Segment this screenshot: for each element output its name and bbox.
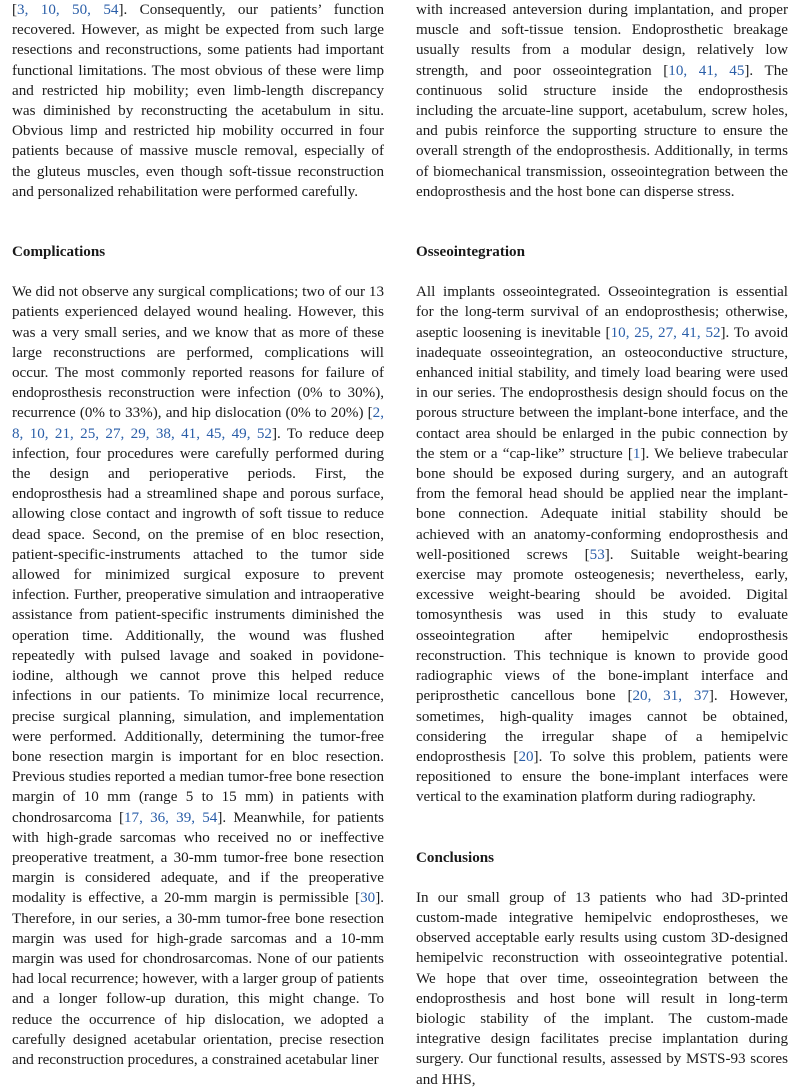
text-run: ]. To avoid inadequate osseointegration, an osteoconductive structure, enhanced initial stability, and timely load bearing were used in our series. The endoprosthesis design should focus on the porous structure between the implant-bone interface, and the contact area should be enlarged in the pubic connection by the stem or a “cap-like” structure [	[416, 324, 788, 462]
citation-link[interactable]: 20, 31, 37	[632, 688, 709, 705]
section-spacer	[12, 202, 384, 242]
text-run: ]. The continuous solid structure inside the endoprosthesis including the arcuate-line support, acetabulum, screw holes, and pubis reinforce the supporting structure to ensure the overall strength of the endoprosthesis. Additionally, in terms of biomechanical transmission, osseointegration between the endoprosthesis and the host bone can disperse stress.	[416, 62, 788, 200]
left-column	[12, 0, 384, 1070]
text-run: ]. Consequently, our patients’ function recovered. However, as might be expected from such large resections and reconstructions, some patients had important functional limitations. The most obvious of these were limp and restricted hip mobility; even limb-length discrepancy was diminished by reconstructing the acetabulum in situ. Obvious limp and restricted hip mobility occurred in four patients because of massive muscle removal, especially of the gluteus muscles, even though soft-tissue reconstruction and personalized rehabilitation were performed carefully.	[12, 2, 385, 200]
text-run: In our small group of 13 patients who had 3D-printed custom-made integrative hemipelvic endoprostheses, we observed acceptable early results using custom 3D-designed hemipelvic reconstruction with osseointegrative potential. We hope that over time, osseointegration between the endoprosthesis and host bone will result in long-term biologic stability of the implant. The custom-made integrative design facilitates precise implantation during surgery. Our functional results, assessed by MSTS-93 scores and HHS,	[416, 889, 788, 1088]
text-run: ]. To reduce deep infection, four procedures were carefully performed during the design and perioperative periods. First, the endoprosthesis had a streamlined shape and porous surface, allowing close contact and ingrowth of soft tissue to reduce dead space. Second, on the premise of en bloc resection, patient-specific-instruments attached to the tumor side allowed for minimized surgical exposure to prevent infection. Further, preoperative simulation and intraoperative assistance from patient-specific instruments diminished the operation time. Additionally, the wound was flushed repeatedly with pulsed lavage and soaked in povidone-iodine, although we cannot prove this helped reduce infections in our patients. To minimize local recurrence, precise surgical planning, simulation, and implementation were performed. Additionally, determining the tumor-free bone resection margin is important for en bloc resection. Previous studies reported a median tumor-free bone resection margin of 10 mm (range 5 to 15 mm) in patients with chondrosarcoma [	[12, 425, 384, 826]
citation-link[interactable]: 2, 8, 10, 21, 25, 27, 29, 38, 41, 45, 49, 52	[12, 405, 384, 442]
citation-link[interactable]: 1	[632, 445, 641, 462]
citation-link[interactable]: 17, 36, 39, 54	[124, 809, 218, 826]
citation-link[interactable]: 10, 41, 45	[668, 62, 745, 79]
text-run: ]. Meanwhile, for patients with high-grade sarcomas who received no or ineffective preoperative treatment, a 30-mm tumor-free bone resection margin is considered adequate, and if the preoperative modality is effective, a 20-mm margin is permissible [	[12, 809, 385, 907]
text-run: ]. Therefore, in our series, a 30-mm tumor-free bone resection margin was used for high-grade sarcomas and a 10-mm margin was used for chondrosarcomas. None of our patients had local recurrence; however, with a larger group of patients and a longer follow-up duration, this might change. To reduce the occurrence of hip dislocation, we adopted a carefully designed acetabular orientation, precise resection and reconstruction procedures, a constrained acetabular liner	[12, 890, 384, 1068]
citation-link[interactable]: 53	[589, 546, 605, 563]
section-spacer	[416, 808, 788, 848]
right-column	[416, 0, 788, 1090]
heading-complications: Complications	[12, 244, 106, 261]
heading-spacer	[416, 868, 788, 888]
paragraph-complications	[12, 282, 384, 1070]
citation-link[interactable]: 20	[518, 748, 534, 765]
heading-spacer	[12, 262, 384, 282]
citation-link[interactable]: 10, 25, 27, 41, 52	[610, 324, 721, 341]
paragraph-osseointegration	[416, 282, 788, 807]
text-run: ]. We believe trabecular bone should be exposed during surgery, and an autograft from the femoral head should be applied near the implant-bone connection. Adequate initial stability should be achieved with an anatomy-conforming endoprosthesis and well-positioned screws [	[416, 445, 788, 563]
text-run: All implants osseointegrated. Osseointegration is essential for the long-term survival of an endoprosthesis; otherwise, aseptic loosening is inevitable [	[416, 284, 788, 341]
text-run: ]. Suitable weight-bearing exercise may promote osteogenesis; nevertheless, early, excessive weight-bearing should be avoided. Digital tomosynthesis was used in this study to evaluate osseointegration after hemipelvic endoprosthesis reconstruction. This technique is known to provide good radiographic views of the bone-implant interface and periprosthetic cancellous bone [	[416, 546, 788, 705]
heading-conclusions: Conclusions	[416, 849, 495, 866]
text-run: ]. However, sometimes, high-quality images cannot be obtained, considering the irregular shape of a hemipelvic endoprosthesis [	[416, 688, 788, 765]
section-spacer	[416, 202, 788, 242]
citation-link[interactable]: 3, 10, 50, 54	[17, 2, 119, 18]
paragraph-continued	[416, 0, 788, 202]
heading-spacer	[416, 262, 788, 282]
text-run: [	[12, 2, 18, 18]
paragraph-function-outcomes	[12, 0, 384, 202]
heading-osseointegration: Osseointegration	[416, 244, 526, 261]
text-run: ]. To solve this problem, patients were repositioned to ensure the bone-implant interfaces were vertical to the examination platform during radiography.	[416, 748, 788, 806]
paragraph-conclusions	[416, 888, 788, 1090]
citation-link[interactable]: 30	[360, 890, 376, 907]
text-run: We did not observe any surgical complications; two of our 13 patients experienced delayed wound healing. However, this was a very small series, and we know that as more of these large reconstructions are performed, complications will occur. The most commonly reported reasons for failure of endoprosthesis reconstruction were infection (0% to 30%), recurrence (0% to 33%), and hip dislocation (0% to 20%) [	[12, 284, 384, 422]
text-run: with increased anteversion during implantation, and proper muscle and soft-tissue tension. Endoprosthetic breakage usually results from a modular design, relatively low strength, and poor osseointegration [	[416, 2, 788, 79]
